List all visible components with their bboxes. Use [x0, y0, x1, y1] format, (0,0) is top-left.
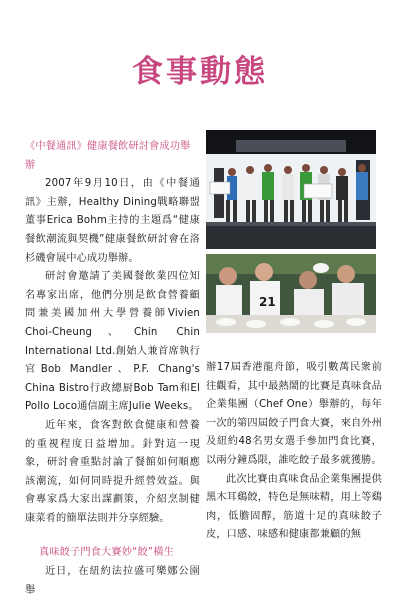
article-paragraph-4-start: 近日，在紐約法拉盛可樂娜公園舉 [25, 566, 200, 596]
article-left-column [25, 138, 200, 600]
article-paragraph-1: 2007年9月10日，由《中餐通訊》主辦，Healthy Dining戰略聯盟董事Erica Bohm主持的主題爲“健康餐飲潮流與契機”健康餐飲研討會在洛杉磯會展中心成功舉辦。 [25, 178, 200, 264]
article-heading: 《中餐通訊》健康餐飲研討會成功舉辦 [25, 141, 191, 171]
page-title: 食事動態 [132, 54, 268, 90]
photo-seminar-stage [206, 130, 376, 249]
photo-dumpling-contest [206, 254, 376, 333]
article-paragraph-5: 此次比賽由真味食品企業集團提供黑木耳鷄餃，特色是無味精，用上等鷄肉，低膽固醇，筋道十足的真味餃子皮，口感、味感和健康都兼顧的無 [206, 473, 382, 541]
article-subheading: 真味餃子門食大賽妙“餃”橫生 [39, 547, 174, 559]
article-paragraph-4-continued: 辦17屆香港龍舟節，吸引數萬民衆前往觀看，其中最熱鬧的比賽是真味食品企業集團（Chef One）舉辦的，每年一次的第四屆餃子門食大賽，來自外州及紐約48名男女選手參加門食比賽，以兩分鐘爲限，誰吃餃子最多就獲勝。 [206, 362, 382, 466]
contestant-bib-number: 21 [259, 295, 276, 309]
article-paragraph-2: 研討會邀請了美國餐飲業四位知名專家出席，他們分別是飲食營養顧問兼美國加州大學營養師Vivien Choi-Cheung、Chin Chin International Ltd.創始人兼首席執行官Bob Mandler、P.F. Chang's China Bistro行政總厨Bob Tam和El Pollo Loco通信副主席Julie Weeks。 [25, 271, 200, 413]
article-paragraph-3: 近年來，食客對飲食健康和營養的重視程度日益增加。針對這一現象，研討會重點討論了餐館如何順應該潮流，如何同時提升經營效益。與會專家爲大家出謀劃策，介紹烹制健康菜肴的簡單法則并分享經驗。 [25, 419, 200, 524]
article-right-column [206, 359, 382, 545]
